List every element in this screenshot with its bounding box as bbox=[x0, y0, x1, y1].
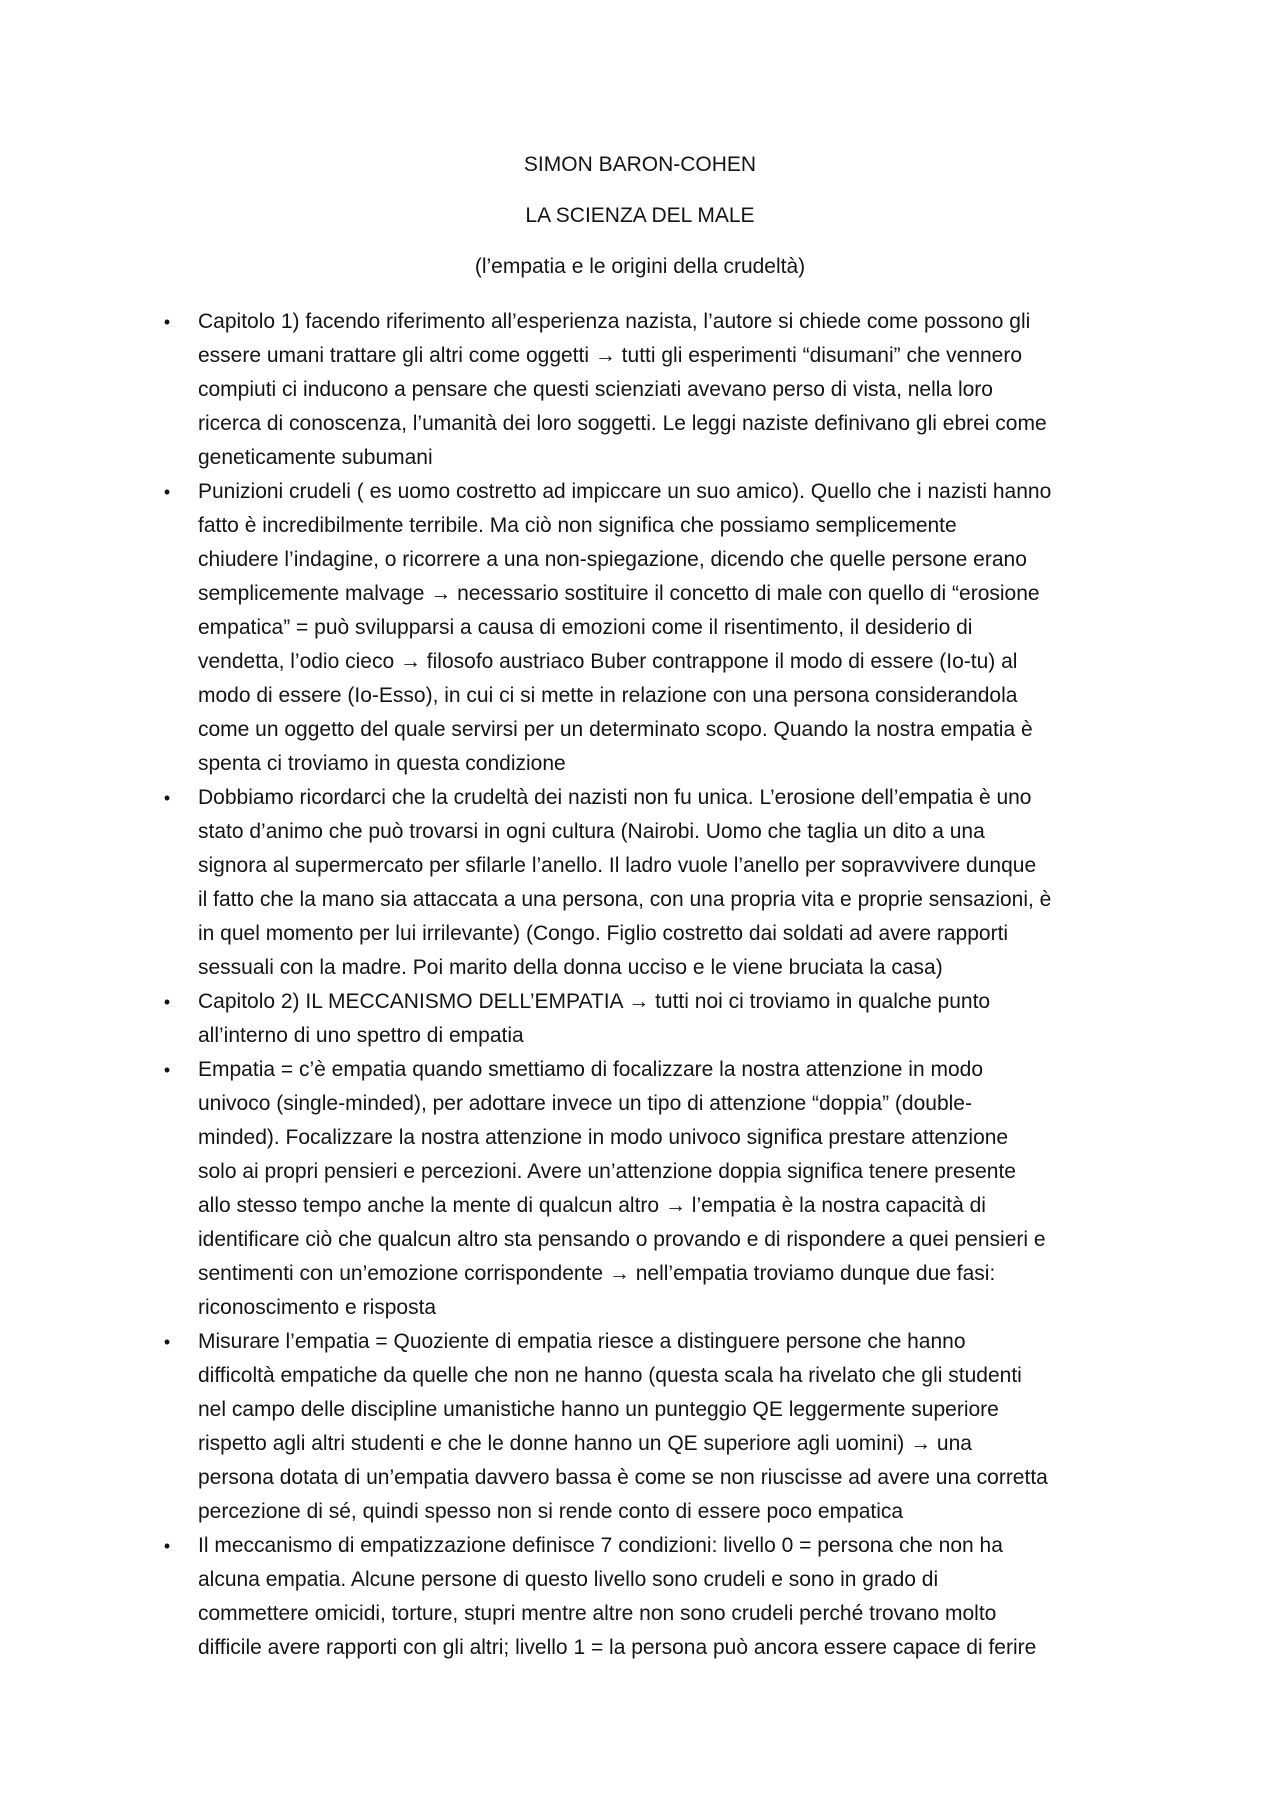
bullet-icon: • bbox=[163, 312, 171, 332]
text-line: percezione di sé, quindi spesso non si rende conto di essere poco empatica bbox=[198, 1500, 904, 1523]
bullet-icon: • bbox=[163, 482, 171, 502]
text-line: Empatia = c’è empatia quando smettiamo di focalizzare la nostra attenzione in modo bbox=[198, 1058, 984, 1081]
text-line: commettere omicidi, torture, stupri mentre altre non sono crudeli perché trovano molto bbox=[198, 1602, 997, 1625]
text-line: fatto è incredibilmente terribile. Ma ciò non significa che possiamo semplicemente bbox=[198, 514, 957, 537]
text-line: ricerca di conoscenza, l’umanità dei loro soggetti. Le leggi naziste definivano gli ebrei come bbox=[198, 412, 1047, 435]
text-line: Capitolo 1) facendo riferimento all’esperienza nazista, l’autore si chiede come possono gli bbox=[198, 310, 1031, 333]
text-line: stato d’animo che può trovarsi in ogni cultura (Nairobi. Uomo che taglia un dito a una bbox=[198, 820, 985, 843]
text-line: rispetto agli altri studenti e che le donne hanno un QE superiore agli uomini) → una bbox=[198, 1432, 972, 1455]
list-item bbox=[163, 305, 1160, 475]
text-line: chiudere l’indagine, o ricorrere a una non-spiegazione, dicendo che quelle persone erano bbox=[198, 548, 1027, 571]
text-line: empatica” = può svilupparsi a causa di emozioni come il risentimento, il desiderio di bbox=[198, 616, 973, 639]
text-line: geneticamente subumani bbox=[198, 446, 433, 469]
text-line: Il meccanismo di empatizzazione definisce 7 condizioni: livello 0 = persona che non ha bbox=[198, 1534, 1003, 1557]
text-line: all’interno di uno spettro di empatia bbox=[198, 1024, 524, 1047]
text-line: difficile avere rapporti con gli altri; livello 1 = la persona può ancora essere capace di ferire bbox=[198, 1636, 1037, 1659]
author-name: SIMON BARON-COHEN bbox=[523, 153, 757, 176]
title-block bbox=[0, 152, 1280, 305]
bullet-icon: • bbox=[163, 788, 171, 808]
document-title: LA SCIENZA DEL MALE bbox=[525, 204, 755, 227]
bullet-icon: • bbox=[163, 1332, 171, 1352]
list-item bbox=[163, 1053, 1160, 1325]
document-subtitle: (l’empatia e le origini della crudeltà) bbox=[474, 255, 806, 278]
text-line: Capitolo 2) IL MECCANISMO DELL’EMPATIA → tutti noi ci troviamo in qualche punto bbox=[198, 990, 991, 1013]
text-line: compiuti ci inducono a pensare che questi scienziati avevano perso di vista, nella loro bbox=[198, 378, 993, 401]
text-line: semplicemente malvage → necessario sostituire il concetto di male con quello di “erosione bbox=[198, 582, 1040, 605]
text-line: essere umani trattare gli altri come oggetti → tutti gli esperimenti “disumani” che vennero bbox=[198, 344, 1023, 367]
bullet-list bbox=[163, 305, 1160, 1665]
text-line: vendetta, l’odio cieco → filosofo austriaco Buber contrappone il modo di essere (Io-tu) al bbox=[198, 650, 1018, 673]
text-line: riconoscimento e risposta bbox=[198, 1296, 437, 1319]
text-line: Dobbiamo ricordarci che la crudeltà dei nazisti non fu unica. L’erosione dell’empatia è uno bbox=[198, 786, 1032, 809]
text-line: nel campo delle discipline umanistiche hanno un punteggio QE leggermente superiore bbox=[198, 1398, 999, 1421]
text-line: sentimenti con un’emozione corrispondente → nell’empatia troviamo dunque due fasi: bbox=[198, 1262, 996, 1285]
text-line: Misurare l’empatia = Quoziente di empatia riesce a distinguere persone che hanno bbox=[198, 1330, 966, 1353]
bullet-icon: • bbox=[163, 992, 171, 1012]
text-line: identificare ciò che qualcun altro sta pensando o provando e di rispondere a quei pensieri e bbox=[198, 1228, 1046, 1251]
list-item bbox=[163, 475, 1160, 781]
text-line: sessuali con la madre. Poi marito della donna ucciso e le viene bruciata la casa) bbox=[198, 956, 943, 979]
text-line: minded). Focalizzare la nostra attenzione in modo univoco significa prestare attenzione bbox=[198, 1126, 1009, 1149]
bullet-icon: • bbox=[163, 1060, 171, 1080]
text-line: univoco (single-minded), per adottare invece un tipo di attenzione “doppia” (double- bbox=[198, 1092, 972, 1115]
list-item bbox=[163, 1529, 1160, 1665]
text-line: come un oggetto del quale servirsi per un determinato scopo. Quando la nostra empatia è bbox=[198, 718, 1033, 741]
text-line: modo di essere (Io-Esso), in cui ci si mette in relazione con una persona considerandola bbox=[198, 684, 1018, 707]
text-line: Punizioni crudeli ( es uomo costretto ad impiccare un suo amico). Quello che i nazisti hanno bbox=[198, 480, 1052, 503]
text-line: signora al supermercato per sfilarle l’anello. Il ladro vuole l’anello per sopravvivere dunque bbox=[198, 854, 1037, 877]
text-line: allo stesso tempo anche la mente di qualcun altro → l’empatia è la nostra capacità di bbox=[198, 1194, 986, 1217]
text-line: solo ai propri pensieri e percezioni. Avere un’attenzione doppia significa tenere presente bbox=[198, 1160, 1016, 1183]
list-item bbox=[163, 985, 1160, 1053]
text-line: difficoltà empatiche da quelle che non ne hanno (questa scala ha rivelato che gli studenti bbox=[198, 1364, 1022, 1387]
text-line: alcuna empatia. Alcune persone di questo livello sono crudeli e sono in grado di bbox=[198, 1568, 939, 1591]
text-line: il fatto che la mano sia attaccata a una persona, con una propria vita e proprie sensazioni, è bbox=[198, 888, 1052, 911]
text-line: persona dotata di un’empatia davvero bassa è come se non riuscisse ad avere una corretta bbox=[198, 1466, 1048, 1489]
list-item bbox=[163, 1325, 1160, 1529]
bullet-icon: • bbox=[163, 1536, 171, 1556]
text-line: in quel momento per lui irrilevante) (Congo. Figlio costretto dai soldati ad avere rapporti bbox=[198, 922, 1009, 945]
list-item bbox=[163, 781, 1160, 985]
text-line: spenta ci troviamo in questa condizione bbox=[198, 752, 566, 775]
